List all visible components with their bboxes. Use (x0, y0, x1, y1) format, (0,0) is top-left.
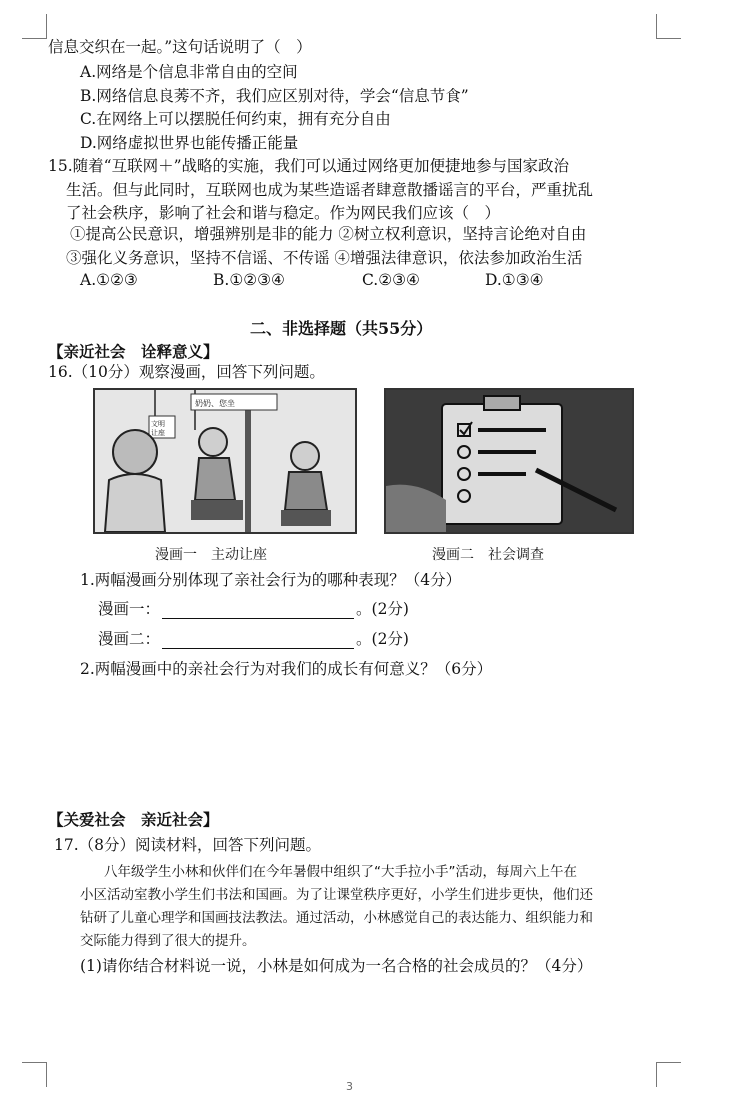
q15-option-d: D.①③④ (485, 271, 544, 289)
section-title: 二、非选择题（共55分） (250, 319, 433, 338)
comic-1-drawing (95, 390, 355, 532)
q17-sub1: (1)请你结合材料说一说，小林是如何成为一名合格的社会成员的？（4分） (80, 957, 593, 975)
comic-1-sign-text-2: 让座 (151, 429, 165, 437)
q16-sub2: 2.两幅漫画中的亲社会行为对我们的成长有何意义？（6分） (80, 660, 493, 678)
q14-option-c: C.在网络上可以摆脱任何约束，拥有充分自由 (80, 110, 391, 128)
answer-blank-2[interactable] (162, 632, 354, 649)
q16-stem: 16.（10分）观察漫画，回答下列问题。 (48, 363, 325, 381)
q15-option-b: B.①②③④ (213, 271, 285, 289)
q17-material-line-1: 八年级学生小林和伙伴们在今年暑假中组织了“大手拉小手”活动，每周六上午在 (104, 864, 577, 880)
q17-material-line-2: 小区活动室教小学生们书法和国画。为了让课堂秩序更好，小学生们进步更快，他们还 (80, 887, 593, 903)
q15-line-3: 了社会秩序，影响了社会和谐与稳定。作为网民我们应该（ ） (66, 204, 501, 222)
comic-1-speech-text: 奶奶、您坐 (195, 399, 235, 408)
q16-fill-2 (98, 629, 409, 649)
comic-1-caption: 漫画一 主动让座 (155, 547, 267, 563)
q15-line-4: ①提高公民意识，增强辨别是非的能力 ②树立权利意识，坚持言论绝对自由 (70, 225, 587, 243)
q17-stem: 17.（8分）阅读材料，回答下列问题。 (54, 836, 322, 854)
q15-line-1: 15.随着“互联网＋”战略的实施，我们可以通过网络更加便捷地参与国家政治 (48, 157, 570, 175)
q15-line-2: 生活。但与此同时，互联网也成为某些造谣者肆意散播谣言的平台，严重扰乱 (66, 181, 594, 199)
fill-1-score: 。(2分) (356, 600, 409, 618)
q14-option-b: B.网络信息良莠不齐，我们应区别对待，学会“信息节食” (80, 87, 469, 105)
q16-sub1: 1.两幅漫画分别体现了亲社会行为的哪种表现？（4分） (80, 571, 462, 589)
q15-option-a: A.①②③ (80, 271, 138, 289)
answer-blank-1[interactable] (162, 602, 354, 619)
q15-line-5: ③强化义务意识，坚持不信谣、不传谣 ④增强法律意识，依法参加政治生活 (66, 249, 583, 267)
q14-stem: 信息交织在一起。”这句话说明了（ ） (48, 38, 312, 56)
crop-mark-top-right (656, 14, 681, 39)
fill-2-score: 。(2分) (356, 630, 409, 648)
comic-2-caption: 漫画二 社会调查 (432, 547, 544, 563)
q14-option-d: D.网络虚拟世界也能传播正能量 (80, 134, 299, 152)
fill-2-label: 漫画二： (98, 630, 161, 648)
q17-material-line-3: 钻研了儿童心理学和国画技法教法。通过活动，小林感觉自己的表达能力、组织能力和 (80, 910, 593, 926)
crop-mark-top-left (22, 14, 47, 39)
block-title-1: 【亲近社会 诠释意义】 (48, 342, 219, 361)
crop-mark-bottom-left (22, 1062, 47, 1087)
fill-1-label: 漫画一： (98, 600, 161, 618)
page-number: 3 (346, 1080, 353, 1093)
block-title-2: 【关爱社会 亲近社会】 (48, 810, 219, 829)
comic-2-image (384, 388, 634, 534)
q16-fill-1 (98, 599, 409, 619)
crop-mark-bottom-right (656, 1062, 681, 1087)
q14-option-a: A.网络是个信息非常自由的空间 (80, 63, 298, 81)
comic-1-image (93, 388, 357, 534)
q17-material-line-4: 交际能力得到了很大的提升。 (80, 933, 256, 949)
comic-1-sign-text-1: 文明 (151, 420, 165, 428)
q15-option-c: C.②③④ (362, 271, 420, 289)
comic-2-drawing (386, 390, 632, 532)
